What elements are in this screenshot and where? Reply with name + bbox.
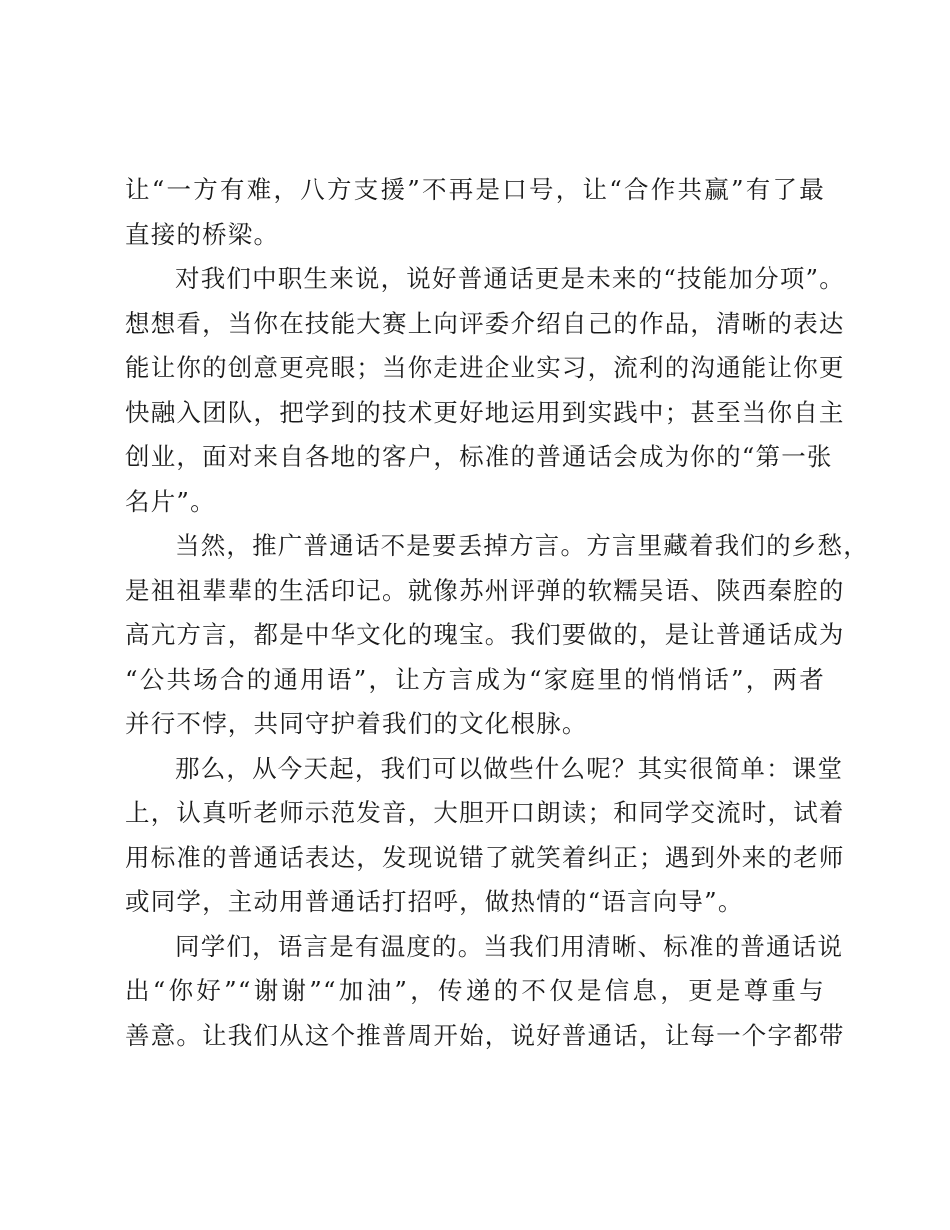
text-line: 能让你的创意更亮眼；当你走进企业实习，流利的沟通能让你更: [125, 353, 845, 382]
paragraph-3: [125, 524, 869, 747]
text-line: 或同学，主动用普通话打招呼，做热情的“语言向导”。: [125, 887, 744, 916]
text-line: 对我们中职生来说，说好普通话更是未来的“技能加分项”。: [175, 264, 845, 293]
text-line: 是祖祖辈辈的生活印记。就像苏州评弹的软糯吴语、陕西秦腔的: [125, 575, 845, 605]
text-line: 上，认真听老师示范发音，大胆开口朗读；和同学交流时，试着: [125, 798, 845, 827]
paragraph-5: [125, 925, 845, 1059]
paragraph-1: [125, 168, 825, 257]
text-line: 让“一方有难，八方支援”不再是口号，让“合作共赢”有了最: [125, 175, 825, 204]
text-line: 善意。让我们从这个推普周开始，说好普通话，让每一个字都带: [125, 1020, 845, 1050]
text-line: 直接的桥梁。: [125, 219, 280, 249]
document-body: [125, 168, 869, 1058]
text-line: 高亢方言，都是中华文化的瑰宝。我们要做的，是让普通话成为: [125, 620, 845, 649]
paragraph-2: [125, 257, 845, 524]
text-line: 名片”。: [125, 486, 216, 516]
text-line: 那么，从今天起，我们可以做些什么呢？其实很简单：课堂: [175, 753, 844, 783]
text-line: 创业，面对来自各地的客户，标准的普通话会成为你的“第一张: [125, 442, 833, 471]
text-line: 当然，推广普通话不是要丢掉方言。方言里藏着我们的乡愁，: [175, 531, 869, 560]
text-line: 并行不悖，共同守护着我们的文化根脉。: [125, 709, 588, 738]
text-line: 用标准的普通话表达，发现说错了就笑着纠正；遇到外来的老师: [125, 842, 845, 872]
text-line: 同学们，语言是有温度的。当我们用清晰、标准的普通话说: [175, 931, 844, 961]
text-line: 出“你好”“谢谢”“加油”，传递的不仅是信息，更是尊重与: [125, 976, 825, 1005]
paragraph-4: [125, 747, 845, 925]
text-line: 快融入团队，把学到的技术更好地运用到实践中；甚至当你自主: [125, 397, 845, 427]
text-line: 想想看，当你在技能大赛上向评委介绍自己的作品，清晰的表达: [125, 308, 845, 338]
text-line: “公共场合的通用语”，让方言成为“家庭里的悄悄话”，两者: [125, 664, 825, 694]
